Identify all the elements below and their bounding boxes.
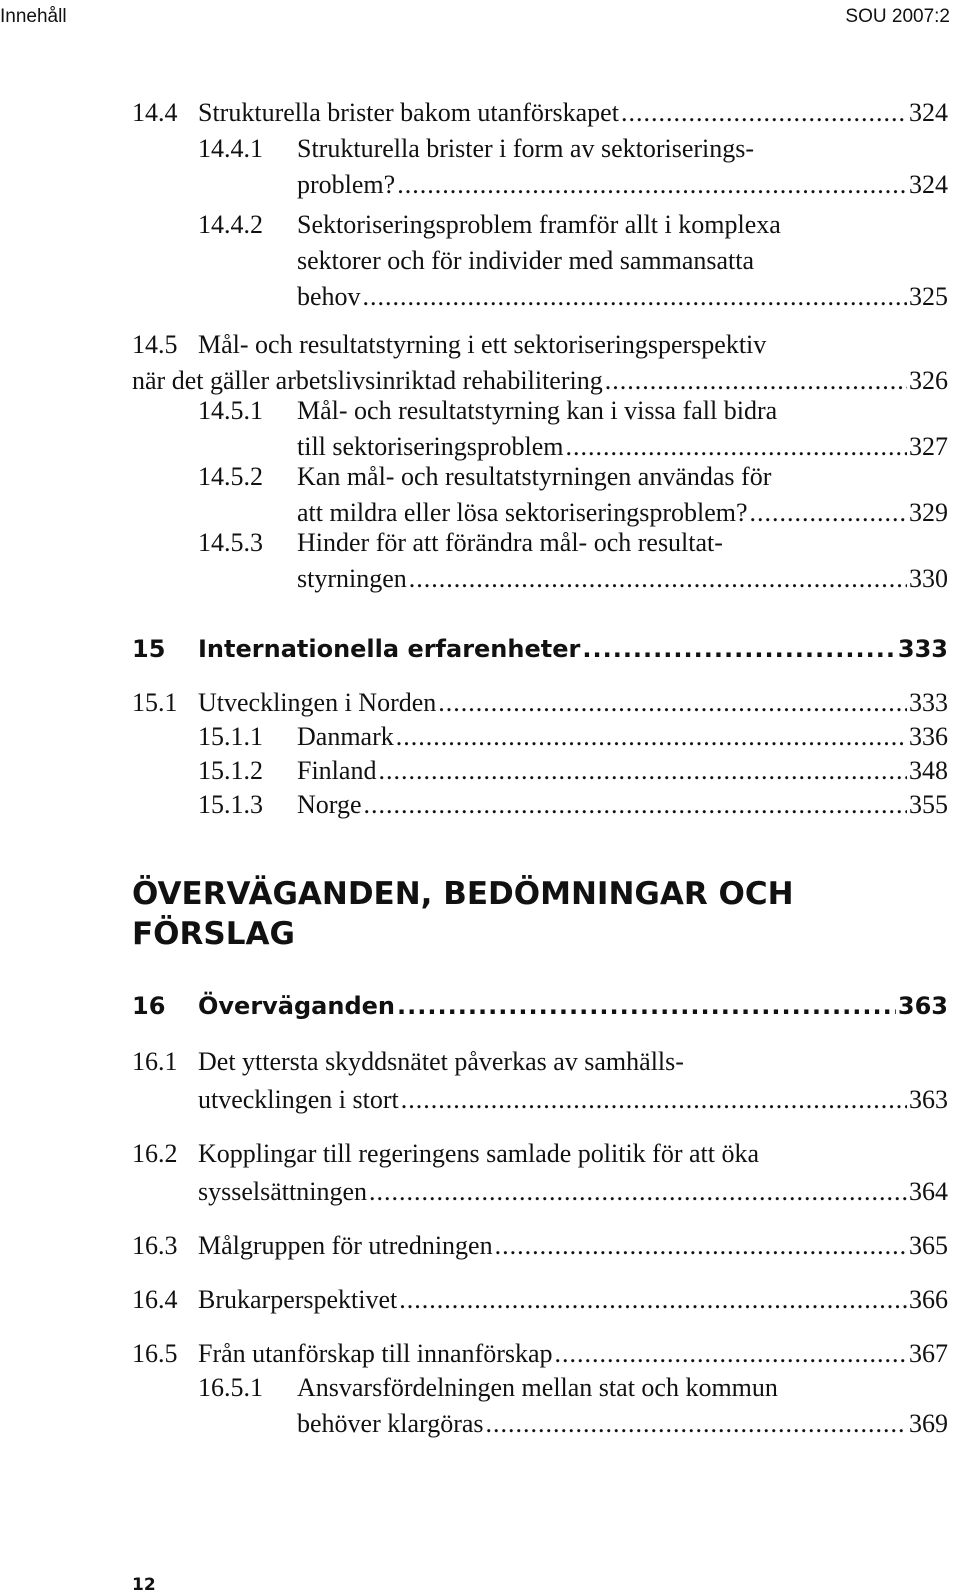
dot-leader [621, 95, 907, 131]
section-heading-line: FÖRSLAG [132, 916, 295, 952]
dot-leader [401, 1081, 907, 1119]
toc-entry-title-line: sysselsättningen [198, 1177, 367, 1206]
toc-entry-title-line: behov [297, 282, 361, 311]
toc-entry-number: 16.2 [132, 1139, 178, 1168]
toc-page-number: 333 [897, 635, 948, 663]
toc-entry-title-line: behöver klargöras [297, 1409, 484, 1438]
toc-entry-title-line: Brukarperspektivet [198, 1285, 398, 1314]
toc-page-number: 336 [909, 722, 948, 751]
section-heading-line: ÖVERVÄGANDEN, BEDÖMNINGAR OCH [132, 876, 794, 912]
toc-page-number: 324 [909, 98, 948, 127]
dot-leader [396, 719, 907, 755]
toc-entry-number: 16.5 [132, 1339, 178, 1368]
toc-page-number: 329 [909, 498, 948, 527]
dot-leader [555, 1336, 907, 1372]
toc-entry-title-line: Det yttersta skyddsnätet påverkas av samhälls- [198, 1047, 684, 1076]
toc-entry-number: 14.4 [132, 98, 178, 127]
toc-entry-title-line: Mål- och resultatstyrning kan i vissa fall bidra [297, 396, 778, 425]
toc-entry-title-line: Hinder för att förändra mål- och resultat- [297, 528, 723, 557]
toc-entry-row [198, 1281, 948, 1319]
toc-entry-number: 14.4.1 [198, 134, 263, 163]
dot-leader [378, 753, 907, 789]
toc-entry-row [198, 988, 948, 1024]
dot-leader [438, 685, 907, 721]
toc-entry-row [198, 1173, 948, 1211]
toc-entry-number: 16 [132, 992, 166, 1020]
toc-entry-row [297, 561, 948, 597]
toc-page-number: 327 [909, 432, 948, 461]
dot-leader [397, 988, 896, 1024]
dot-leader [495, 1227, 907, 1265]
toc-entry-title-line: Ansvarsfördelningen mellan stat och kommun [297, 1373, 778, 1402]
toc-entry-title-line: Norge [297, 790, 362, 819]
toc-page-number: 330 [909, 564, 948, 593]
toc-page-number: 333 [909, 688, 948, 717]
toc-entry-title-line: Finland [297, 756, 377, 785]
toc-page-number: 366 [909, 1285, 948, 1314]
toc-page-number: 363 [897, 992, 948, 1020]
toc-entry-title-line: Internationella erfarenheter [198, 635, 581, 663]
toc-page-number: 363 [909, 1085, 948, 1114]
toc-entry-row [297, 279, 948, 315]
toc-page-number: 365 [909, 1231, 948, 1260]
toc-entry-title-line: Kan mål- och resultatstyrningen användas för [297, 462, 772, 491]
toc-entry-title-line: Kopplingar till regeringens samlade politik för att öka [198, 1139, 760, 1168]
toc-entry-number: 15 [132, 635, 166, 663]
toc-entry-title-line: till sektoriseringsproblem [297, 432, 564, 461]
section-heading [132, 874, 794, 954]
toc-entry-row [198, 1227, 948, 1265]
toc-entry-title-line: Strukturella brister bakom utanförskapet [198, 98, 619, 127]
toc-page-number: 369 [909, 1409, 948, 1438]
toc-entry-row [198, 685, 948, 721]
toc-entry-number: 15.1.1 [198, 722, 263, 751]
toc-entry-title-line: problem? [297, 170, 396, 199]
toc-page-number: 326 [909, 366, 948, 395]
toc-entry-row [297, 167, 948, 203]
toc-page-number: 325 [909, 282, 948, 311]
toc-entry-title-line: Utvecklingen i Norden [198, 688, 437, 717]
toc-entry-title-line: Strukturella brister i form av sektoriserings- [297, 134, 755, 163]
toc-entry-title-line: att mildra eller lösa sektoriseringsproblem? [297, 498, 748, 527]
toc-entry-title-line: Målgruppen för utredningen [198, 1231, 493, 1260]
toc-entry-number: 14.5.1 [198, 396, 263, 425]
toc-page-number: 367 [909, 1339, 948, 1368]
toc-entry-number: 15.1 [132, 688, 178, 717]
toc-entry-row [198, 1336, 948, 1372]
dot-leader [409, 561, 907, 597]
toc-entry-row [297, 719, 948, 755]
toc-entry-number: 16.5.1 [198, 1373, 263, 1402]
toc-page-number: 348 [909, 756, 948, 785]
toc-entry-title-line: Danmark [297, 722, 394, 751]
toc-entry-row [297, 787, 948, 823]
toc-entry-row [198, 1081, 948, 1119]
toc-entry-number: 16.1 [132, 1047, 178, 1076]
dot-leader [397, 167, 907, 203]
toc-entry-title-line: sektorer och för individer med sammansatta [297, 246, 755, 275]
toc-entry-title-line: Från utanförskap till innanförskap [198, 1339, 553, 1368]
toc-entry-row [297, 753, 948, 789]
toc-entry-number: 16.4 [132, 1285, 178, 1314]
toc-entry-title-line: Överväganden [198, 992, 396, 1020]
toc-entry-row [198, 631, 948, 667]
toc-entry-number: 14.5.2 [198, 462, 263, 491]
toc-entry-title-line: utvecklingen i stort [198, 1085, 399, 1114]
dot-leader [399, 1281, 907, 1319]
header-section-label: Innehåll [0, 6, 67, 27]
toc-entry-number: 14.5.3 [198, 528, 263, 557]
toc-entry-number: 14.4.2 [198, 210, 263, 239]
toc-entry-number: 16.3 [132, 1231, 178, 1260]
toc-entry-row [198, 95, 948, 131]
dot-leader [486, 1406, 907, 1442]
toc-page-number: 364 [909, 1177, 948, 1206]
header-report-id: SOU 2007:2 [845, 6, 950, 27]
toc-entry-title-line: Mål- och resultatstyrning i ett sektoriseringsperspektiv [198, 330, 767, 359]
dot-leader [363, 279, 907, 315]
dot-leader [369, 1173, 907, 1211]
toc-page-number: 355 [909, 790, 948, 819]
page-number: 12 [132, 1575, 156, 1595]
toc-entry-title-line: Sektoriseringsproblem framför allt i komplexa [297, 210, 781, 239]
toc-entry-number: 14.5 [132, 330, 178, 359]
dot-leader [750, 495, 907, 531]
dot-leader [364, 787, 907, 823]
toc-entry-title-line: när det gäller arbetslivsinriktad rehabilitering [132, 366, 603, 395]
dot-leader [582, 631, 896, 667]
toc-page-number: 324 [909, 170, 948, 199]
toc-entry-number: 15.1.2 [198, 756, 263, 785]
toc-entry-title-line: styrningen [297, 564, 407, 593]
toc-entry-row [297, 1406, 948, 1442]
toc-entry-number: 15.1.3 [198, 790, 263, 819]
